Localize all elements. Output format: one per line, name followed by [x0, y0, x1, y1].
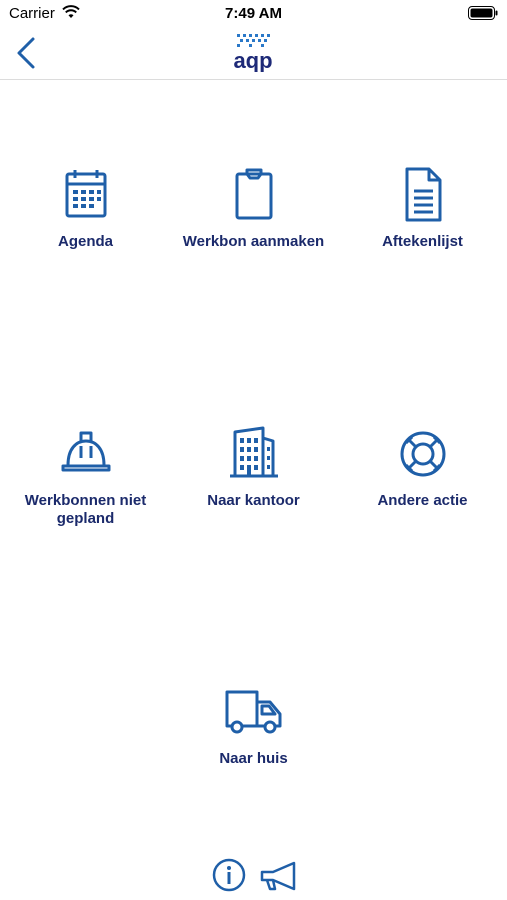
clock-time: 7:49 AM	[225, 5, 282, 22]
tile-label: Agenda	[57, 233, 113, 250]
tile-label: Werkbon aanmaken	[182, 233, 325, 250]
tile-naar-huis[interactable]	[169, 682, 338, 768]
tile-werkbonnen-niet-gepland[interactable]	[1, 424, 170, 528]
navigation-bar	[0, 28, 507, 80]
tile-label: Werkbonnen niet gepland	[24, 492, 147, 527]
tile-naar-kantoor[interactable]	[169, 424, 338, 510]
tile-andere-actie[interactable]	[338, 424, 507, 510]
carrier-label: Carrier	[9, 5, 55, 22]
chevron-left-icon[interactable]	[12, 36, 40, 70]
calendar-icon	[56, 165, 116, 225]
tile-werkbon-aanmaken[interactable]	[169, 165, 338, 251]
tile-label: Aftekenlijst	[382, 233, 463, 250]
document-icon	[393, 165, 453, 225]
tile-label: Naar kantoor	[207, 492, 300, 509]
truck-icon	[224, 682, 284, 742]
info-icon[interactable]	[212, 858, 246, 892]
tile-label: Andere actie	[377, 492, 468, 509]
footer-toolbar	[0, 855, 507, 895]
battery-icon	[468, 6, 498, 20]
megaphone-icon[interactable]	[259, 860, 299, 892]
lifebuoy-icon	[393, 424, 453, 484]
app-logo	[225, 32, 281, 72]
logo-text: aqp	[233, 48, 273, 72]
clipboard-icon	[224, 165, 284, 225]
status-bar	[0, 0, 507, 28]
tile-agenda[interactable]	[1, 165, 170, 251]
hard-hat-icon	[56, 424, 116, 484]
tile-aftekenlijst[interactable]	[338, 165, 507, 251]
tile-label: Naar huis	[219, 750, 288, 767]
office-building-icon	[224, 424, 284, 484]
